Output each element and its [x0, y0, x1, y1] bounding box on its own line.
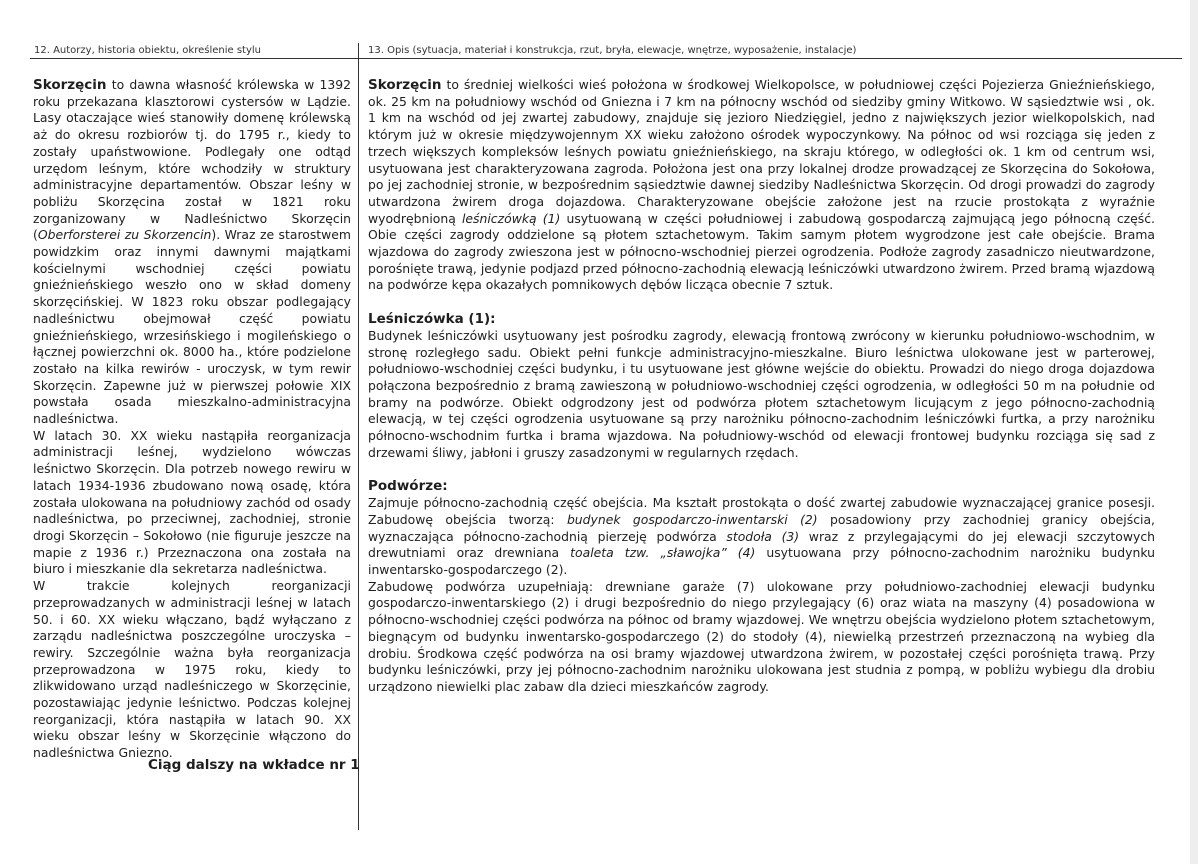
history-paragraph-1: Skorzęcin to dawna własność królewska w 1392 roku przekazana klasztorowi cystersów w Lądzie. Lasy otaczające wieś stanowiły domenę królewską aż do okresu rozbiorów tj. do 1795 r., kiedy to zostały upaństwowione. Podlegały one odtąd urzędom leśnym, które wchodziły w struktury administracyjne departamentów. Obszar leśny w pobliżu Skorzęcina został w 1821 roku zorganizowany w Nadleśnictwo Skorzęcin (Oberforsterei zu Skorzencin). Wraz ze starostwem powidzkim oraz innymi dawnymi majątkami kościelnymi wschodniej części powiatu gnieźnieńskiego weszło ono w skład domeny skorzęcińskiej. W 1823 roku obszar podlegający nadleśnictwu obejmował część powiatu gnieźnieńskiego, wrzesińskiego i mogileńskiego o łącznej powierzchni ok. 8000 ha., które podzielone zostało na kilka rewirów - uroczysk, w tym rewir Skorzęcin. Zapewne już w pierwszej połowie XIX powstała osada mieszkalno-administracyjna nadleśnictwa.	[33, 77, 351, 427]
scan-edge	[1190, 0, 1198, 864]
history-lead: Skorzęcin	[33, 77, 107, 93]
lesniczowka-heading: Leśniczówka (1):	[368, 311, 496, 328]
podworze-section: Podwórze: Zajmuje północno-zachodnią część obejścia. Ma kształt prostokąta o dość zwartej zabudowie wyznaczającej granice posesji. Zabudowę obejścia tworzą: budynek gospodarczo-inwentarski (2) posadowiony przy zachodniej granicy obejścia, wyznaczająca północno-zachodnią pierzeję podwórza stodoła (3) wraz z przylegającymi do jej elewacji szczytowych drewutniami oraz drewniana toaleta tzw. „sławojka” (4) usytuowana przy północno-zachodnim narożniku budynku inwentarsko-gospodarczego (2).	[368, 478, 1155, 577]
left-column-header: 12. Autorzy, historia obiektu, określenie stylu	[34, 45, 262, 56]
header-rule	[30, 58, 1182, 59]
column-divider	[358, 43, 359, 830]
podworze-heading: Podwórze:	[368, 478, 448, 495]
podworze-paragraph-2: Zabudowę podwórza uzupełniają: drewniane garaże (7) ulokowane przy południowo-zachodniej elewacji budynku gospodarczo-inwentarskiego (2) i drugi bezpośrednio do niego przylegający (6) oraz wiata na maszyny (4) posadowiona w północno-wschodniej części podwórza na północ od bramy wjazdowej. We wnętrzu obejścia wydzielono płotem sztachetowym, biegnącym od budynku inwentarsko-gospodarczego (2) do stodoły (4), niewielką przestrzeń przeznaczoną na wybieg dla drobiu. Środkowa część podwórza na osi bramy wjazdowej utwardzona żwirem, w pozostałej części porośnięta trawą. Przy budynku leśniczówki, przy jej północno-zachodnim narożniku ulokowana jest studnia z pompą, w pobliżu wybiegu dla drobiu urządzono niewielki plac zabaw dla dzieci mieszkańców zagrody.	[368, 578, 1155, 694]
description-intro: Skorzęcin to średniej wielkości wieś położona w środkowej Wielkopolsce, w południowej części Pojezierza Gnieźnieńskiego, ok. 25 km na południowy wschód od Gniezna i 7 km na północny wschód od siedziby gminy Witkowo. W sąsiedztwie wsi , ok. 1 km na wschód od jej zwartej zabudowy, znajduje się jezioro Niedzięgiel, jedno z największych jezior wielkopolskich, nad którym już w okresie międzywojennym XX wieku założono ośrodek wypoczynkowy. Na północ od wsi rozciąga się jeden z trzech większych kompleksów leśnych powiatu gnieźnieńskiego, na skraju którego, w odległości ok. 1 km od centrum wsi, usytuowana jest charakteryzowana zagroda. Położona jest ona przy lokalnej drodze prowadzącej ze Skorzęcina do Sokołowa, po jej zachodniej stronie, w bezpośrednim sąsiedztwie dawnej siedziby Nadleśnictwa Skorzęcin. Od drogi prowadzi do zagrody utwardzona żwirem droga dojazdowa. Charakteryzowane obejście założone jest na rzucie prostokąta z wyraźnie wyodrębnioną leśniczówką (1) usytuowaną w części południowej i zabudową gospodarczą zajmującą jego północną część. Obie części zagrody oddzielone są płotem sztachetowym. Takim samym płotem wygrodzone jest całe obejście. Brama wjazdowa do zagrody zwieszona jest w północno-wschodniej pierzei ogrodzenia. Podłoże zagrody zasadniczo nieutwardzone, porośnięte trawą, jedynie podjazd przed północno-zachodnią elewacją leśniczówki utwardzono żwirem. Przed bramą wjazdową na podwórze kępa okazałych pomnikowych dębów licząca obecnie 7 sztuk.	[368, 77, 1155, 293]
right-column-header: 13. Opis (sytuacja, materiał i konstrukcja, rzut, bryła, elewacje, wnętrze, wyposażenie, instalacje)	[368, 45, 857, 56]
description-column	[368, 77, 1155, 696]
history-paragraph-2: W latach 30. XX wieku nastąpiła reorganizacja administracji leśnej, wydzielono wówczas leśnictwo Skorzęcin. Dla potrzeb nowego rewiru w latach 1934-1936 zbudowano nową osadę, która została ulokowana na południowy zachód od osady nadleśnictwa, po przeciwnej, zachodniej, stronie drogi Skorzęcin – Sokołowo (nie figuruje jeszcze na mapie z 1936 r.) Przeznaczona ona została na biuro i mieszkanie dla sekretarza nadleśnictwa.	[33, 427, 351, 577]
lesniczowka-section: Leśniczówka (1): Budynek leśniczówki usytuowany jest pośrodku zagrody, elewacją frontową zwrócony w kierunku południowo-wschodnim, w stronę rozległego sadu. Obiekt pełni funkcje administracyjno-mieszkalne. Biuro leśnictwa ulokowane jest w parterowej, południowo-wschodniej części budynku, i tu usytuowane jest główne wejście do obiektu. Prowadzi do niego droga dojazdowa połączona bezpośrednio z bramą zawieszoną w południowo-wschodniej części ogrodzenia, w odległości 50 m na południe od bramy na podwórze. Obiekt odgrodzony jest od podwórza płotem sztachetowym licującym z jego północno-zachodnią elewacją, w tej części ogrodzenia usytuowane są przy narożniku północno-zachodnim leśniczówki furtka, a przy narożniku północno-wschodnim furtka i brama wjazdowa. Na południowy-wschód od elewacji frontowej budynku rozciąga się sad z drzewami śliwy, jabłoni i gruszy zasadzonymi w regularnych rzędach.	[368, 311, 1155, 460]
continuation-note: Ciąg dalszy na wkładce nr 1	[148, 757, 360, 773]
history-column	[33, 77, 351, 762]
history-paragraph-3: W trakcie kolejnych reorganizacji przeprowadzanych w administracji leśnej w latach 50. i 60. XX wieku włączano, bądź wyłączano z zarządu nadleśnictwa poszczególne uroczyska – rewiry. Szczególnie ważna była reorganizacja przeprowadzona w 1975 roku, kiedy to zlikwidowano urząd nadleśniczego w Skorzęcinie, pozostawiając jedynie leśnictwo. Podczas kolejnej reorganizacji, która nastąpiła w latach 90. XX wieku obszar leśny w Skorzęcinie włączono do nadleśnictwa Gniezno.	[33, 578, 351, 761]
description-lead: Skorzęcin	[368, 77, 442, 93]
